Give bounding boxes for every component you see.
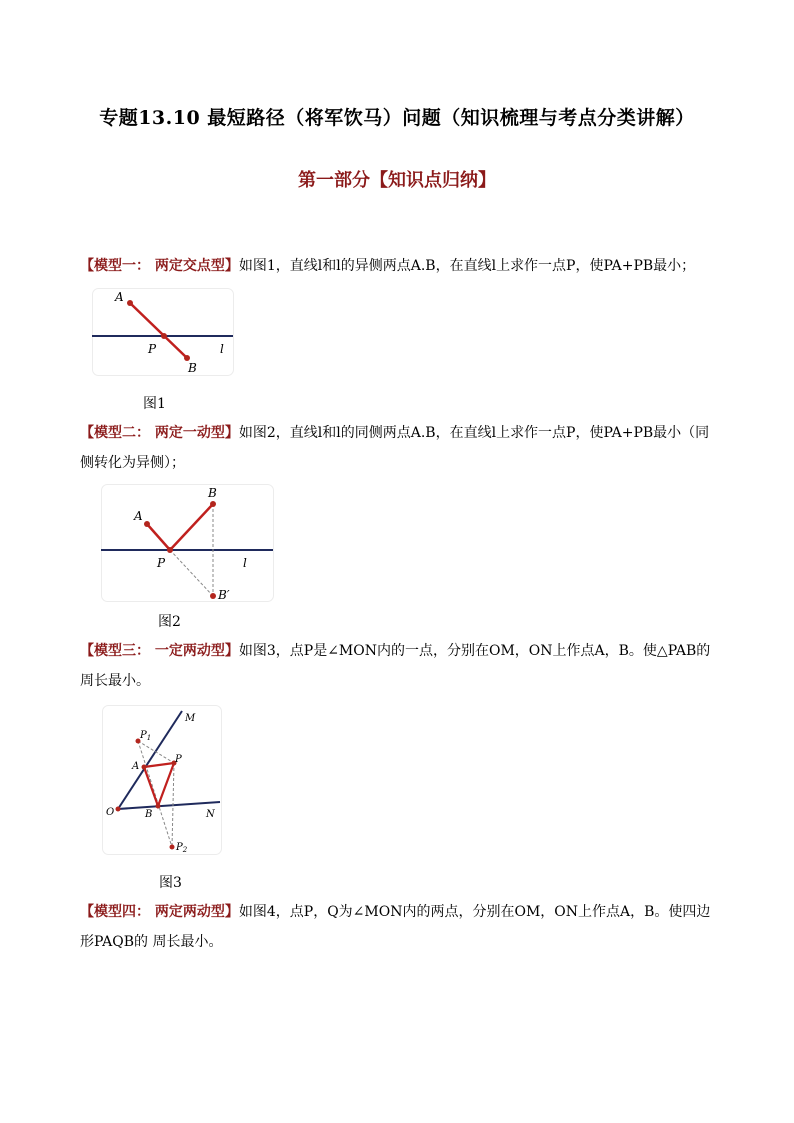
figure-1-frame — [93, 289, 234, 376]
figure-3-label-b: B — [145, 809, 153, 820]
figure-3-label-a: A — [132, 761, 140, 772]
model-1-text: 如图1，直线l和l的异侧两点A.B，在直线l上求作一点P，使PA+PB最小； — [238, 258, 696, 274]
figure-2-point-b-prime — [210, 593, 216, 599]
figure-2-label-b-prime: B′ — [218, 588, 230, 602]
figure-2-segment-pb — [170, 504, 213, 550]
figure-3 — [102, 705, 224, 857]
figure-3-label-n: N — [206, 809, 215, 820]
figure-3-point-b — [156, 804, 161, 809]
figure-2-point-a — [144, 521, 150, 527]
figure-2-caption: 图2 — [158, 614, 181, 630]
figure-2-label-b: B — [208, 486, 217, 500]
figure-3-label-o: O — [106, 807, 115, 818]
figure-1-label-l: l — [220, 342, 224, 356]
figure-1-point-a — [127, 300, 133, 306]
figure-2-segment-ap — [147, 524, 170, 550]
figure-3-label-p: P — [175, 754, 182, 765]
figure-2-label-l: l — [243, 556, 247, 570]
figure-2-segment-pb2 — [170, 550, 213, 596]
figure-2-point-p — [167, 547, 173, 553]
figure-1-point-p — [161, 333, 167, 339]
model-2-label: 【模型二： 两定一动型】 — [80, 425, 239, 441]
figure-3-label-p1: $P_1$ — [140, 730, 152, 742]
model-3-paragraph — [80, 636, 720, 696]
page-title: 专题13.10 最短路径（将军饮马）问题（知识梳理与考点分类讲解） — [99, 107, 695, 129]
figure-3-ray-on — [118, 802, 220, 809]
figure-2-frame — [102, 485, 274, 602]
figure-2-label-p: P — [157, 556, 166, 570]
figure-1-caption: 图1 — [143, 396, 166, 412]
figure-1-label-a: A — [115, 290, 124, 304]
figure-1-label-b: B — [188, 361, 197, 375]
figure-2 — [101, 484, 276, 604]
model-2-paragraph — [80, 418, 720, 478]
model-1-label: 【模型一： 两定交点型】 — [80, 258, 239, 274]
figure-1 — [92, 288, 237, 378]
model-1-paragraph — [80, 251, 720, 281]
model-4-label: 【模型四： 两定两动型】 — [80, 904, 239, 920]
figure-3-triangle-pab — [144, 763, 174, 806]
figure-3-point-p2 — [170, 845, 175, 850]
figure-1-segment-ab — [130, 303, 187, 358]
figure-2-label-a: A — [134, 509, 143, 523]
figure-3-ray-om — [118, 711, 182, 809]
model-3-label: 【模型三： 一定两动型】 — [80, 643, 239, 659]
figure-2-point-b — [210, 501, 216, 507]
figure-3-point-a — [142, 765, 147, 770]
figure-3-frame — [103, 706, 222, 855]
figure-3-point-o — [116, 807, 121, 812]
figure-3-label-m: M — [185, 713, 196, 724]
figure-3-dashed-p1-p2 — [138, 741, 172, 847]
model-4-text: 如图4，点P，Q为∠MON内的两点，分别在OM，ON上作点A，B。使四边形PAQB的 周长最小。 — [80, 904, 711, 950]
figure-3-dashed-p-p1 — [138, 741, 174, 763]
model-2-text: 如图2，直线l和l的同侧两点A.B，在直线l上求作一点P，使PA+PB最小（同侧转化为异侧）； — [80, 425, 710, 471]
figure-3-caption: 图3 — [159, 875, 182, 891]
model-4-paragraph — [80, 897, 720, 957]
model-3-text: 如图3，点P是∠MON内的一点，分别在OM，ON上作点A，B。使△PAB的周长最小。 — [80, 643, 711, 689]
section-heading: 第一部分【知识点归纳】 — [298, 170, 496, 191]
figure-1-label-p: P — [148, 342, 157, 356]
figure-3-label-p2: $P_2$ — [176, 842, 188, 854]
